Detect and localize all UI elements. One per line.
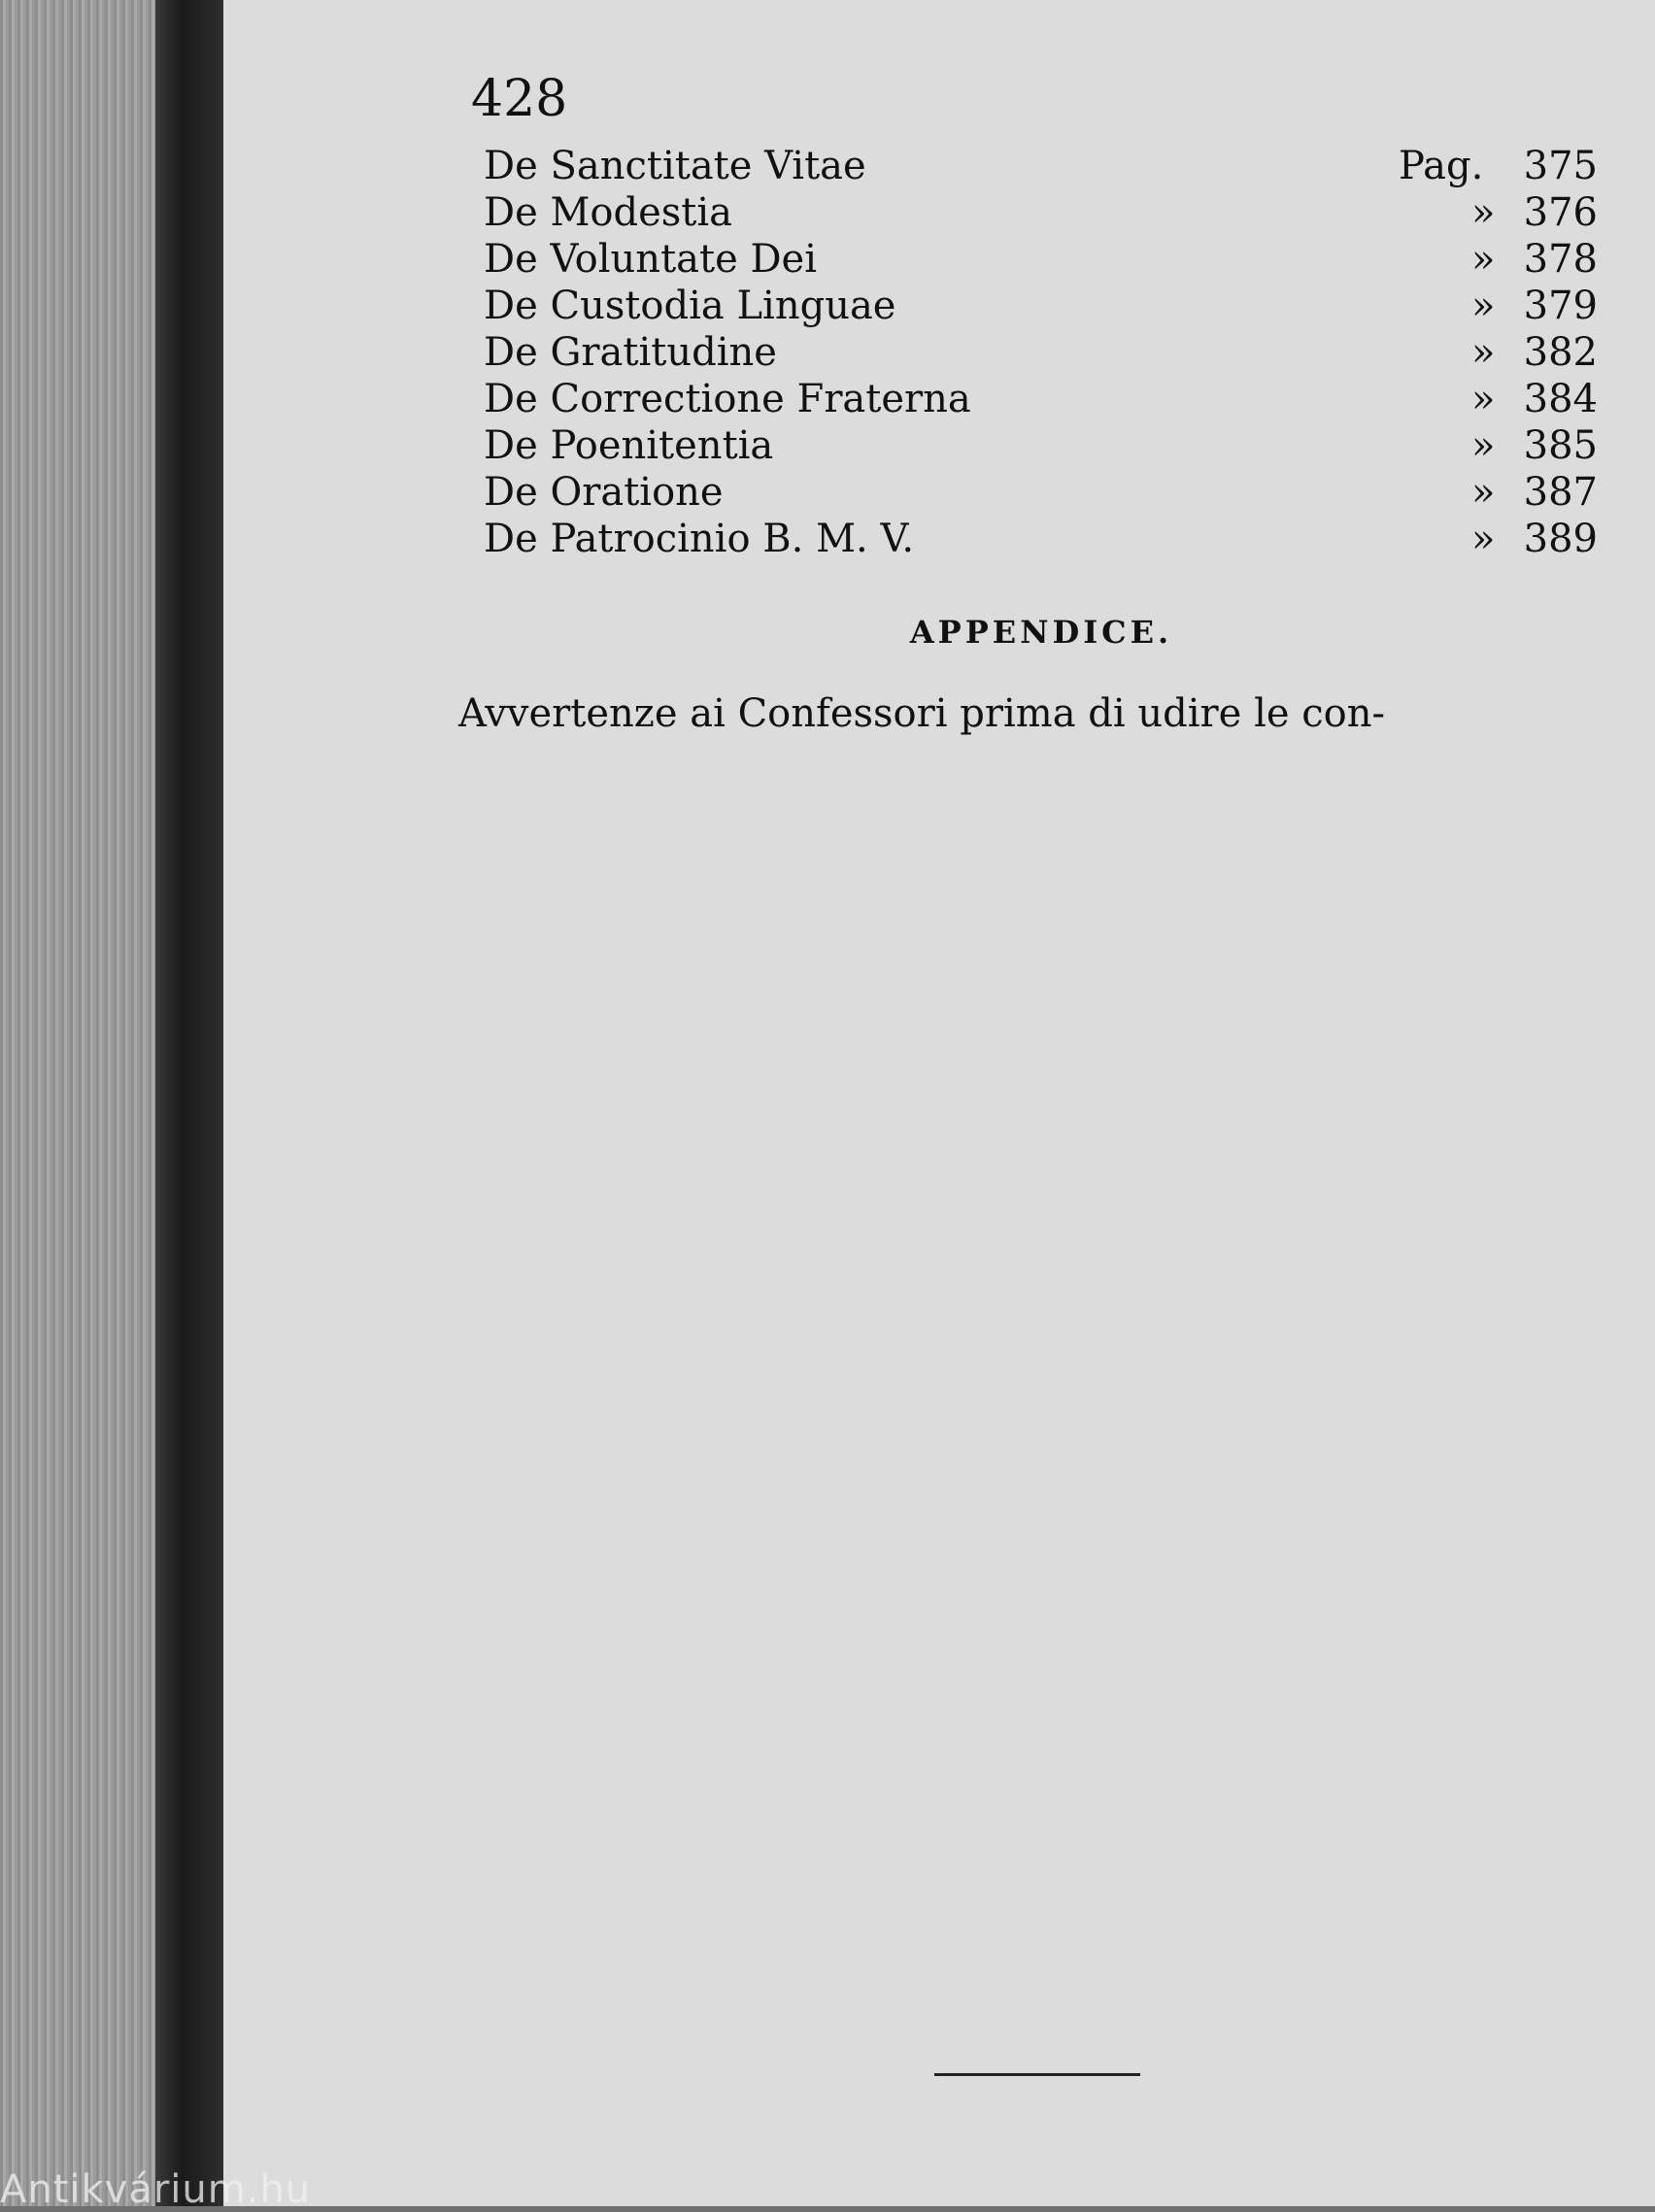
ditto-mark: » [1471,423,1496,468]
toc-entry-title: De Voluntate Dei [484,237,817,282]
page-ref: 384 [1523,377,1598,421]
page-ref: 389 [1523,517,1598,561]
ditto-mark: » [1471,377,1496,421]
toc-entry [0,237,1655,282]
page-ref: 387 [1523,470,1598,515]
page-abbrev-label: Pag. [1399,144,1484,188]
toc-entry [0,470,1655,515]
toc-entry [0,377,1655,421]
toc-entry-title: De Poenitentia [484,423,774,468]
page-ref: 379 [1523,284,1598,328]
toc-entry [0,423,1655,468]
toc-entry-title: De Modestia [484,190,733,235]
page-ref: 375 [1523,144,1598,188]
toc-entry [0,144,1655,188]
toc-entry-title: De Oratione [484,470,724,515]
toc-entry-title: De Patrocinio B. M. V. [484,517,915,561]
ditto-mark: » [1471,517,1496,561]
appendix-title: APPENDICE. [909,614,1173,651]
appendix-heading [0,614,1655,651]
ditto-mark: » [1471,470,1496,515]
toc-entry-title: De Gratitudine [484,330,777,375]
page-ref: 376 [1523,190,1598,235]
ditto-mark: » [1471,330,1496,375]
toc-entry [0,517,1655,561]
page-ref: 385 [1523,423,1598,468]
toc-entry [0,330,1655,375]
watermark: Antikvárium.hu [0,2167,312,2212]
toc-entry [0,284,1655,328]
toc-entry-title: De Custodia Linguae [484,284,896,328]
page-ref: 378 [1523,237,1598,282]
page-ref: 382 [1523,330,1598,375]
ditto-mark: » [1471,237,1496,282]
end-rule-divider [934,2073,1140,2076]
page-number: 428 [471,70,568,128]
ditto-mark: » [1471,284,1496,328]
toc-entry [0,691,1655,736]
toc-entry-title: De Sanctitate Vitae [484,144,866,188]
toc-entry-title: De Correctione Fraterna [484,377,971,421]
toc-entry [0,190,1655,235]
ditto-mark: » [1471,190,1496,235]
toc-entry-title: Avvertenze ai Confessori prima di udire le con- [458,691,1386,736]
